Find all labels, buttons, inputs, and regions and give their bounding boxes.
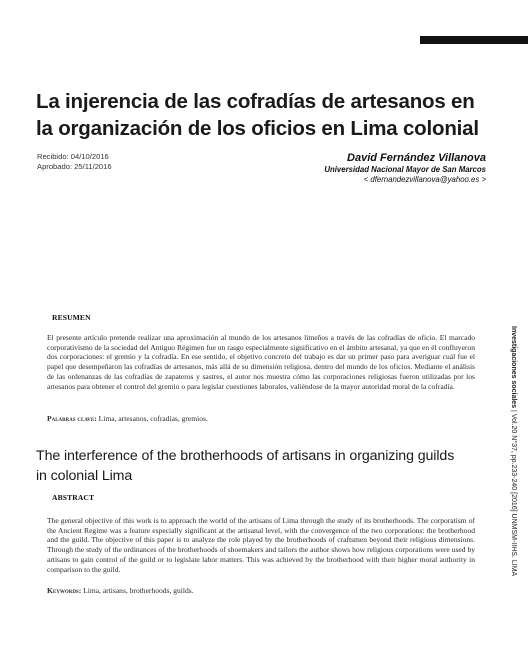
top-decorative-bar: [420, 36, 528, 44]
approved-date: Aprobado: 25/11/2016: [37, 162, 112, 171]
abstract-keywords-values: Lima, artisans, brotherhoods, guilds.: [83, 586, 194, 595]
article-title-english: [36, 446, 486, 486]
author-block: [324, 151, 486, 185]
author-name: David Fernández Villanova: [347, 152, 486, 164]
author-email[interactable]: < dfernandezvillanova@yahoo.es >: [363, 175, 486, 184]
journal-name: Investigaciones sociales: [510, 326, 517, 409]
title-en-line-1: The interference of the brotherhoods of artisans in organizing guilds: [36, 448, 455, 464]
title-es-line-1: La injerencia de las cofradías de artesanos en: [36, 90, 475, 113]
journal-sidebar: [506, 326, 520, 668]
abstract-keywords-label: Keywords:: [47, 586, 82, 595]
journal-sidebar-text: Investigaciones sociales | Vol.20 N°37, pp.233-240 [2016] UNMSM-IIHS. LIMA: [510, 326, 517, 577]
title-en-line-2: in colonial Lima: [36, 468, 133, 484]
submission-dates: [37, 152, 112, 172]
title-es-line-2: la organización de los oficios en Lima colonial: [36, 117, 479, 140]
abstract-heading: ABSTRACT: [52, 493, 95, 502]
journal-citation: Vol.20 N°37, pp.233-240 [2016] UNMSM-IIHS. LIMA: [510, 413, 517, 577]
resumen-text: El presente artículo pretende realizar una aproximación al mundo de los artesanos limeños a través de las cofradías de oficio. El marcado corporativismo de la sociedad del Antiguo Régimen fue un rasgo especialmente significativo en el ámbito artesanal, ya que en él confluyeron dos corporaciones: el gremio y la cofradía. En ese sentido, el objetivo concreto del trabajo es dar un primer paso para averiguar cuál fue el papel que desempeñaron las cofradías de artesanos, más allá de su dimensión religiosa, dentro del mundo de los oficios. Mediante el análisis de las ordenanzas de las cofradías de zapateros y sastres, el autor nos muestra cómo las corporaciones religiosas fueron utilizadas por los artesanos para obtener el control del gremio o para legislar cuestiones laborales, valiéndose de la mayor autoridad moral de la cofradía.: [47, 333, 475, 391]
received-date: Recibido: 04/10/2016: [37, 152, 109, 161]
abstract-keywords: [47, 586, 475, 596]
resumen-keywords: [47, 414, 475, 424]
resumen-heading: RESUMEN: [52, 313, 91, 322]
author-affiliation: Universidad Nacional Mayor de San Marcos: [324, 165, 486, 174]
abstract-text: The general objective of this work is to approach the world of the artisans of Lima through the study of its brotherhoods. The corporatism of the Ancient Regime was a feature especially significant at the artisanal level, with the convergence of the two corporations: the brotherhood and the guild. The objective of this paper is to analyze the role played by the brotherhoods of craftsmen beyond their religious dimensions. Through the study of the ordinances of the brotherhoods of shoemakers and tailors the author shows how religious corporations were used by artisans to gain control of the guild or to legislate labor matters. This was achieved by the brotherhood with their higher moral authority in comparison to the guild.: [47, 516, 475, 574]
resumen-keywords-label: Palabras clave:: [47, 414, 97, 423]
article-title-spanish: [36, 88, 486, 142]
resumen-keywords-values: Lima, artesanos, cofradías, gremios.: [98, 414, 208, 423]
